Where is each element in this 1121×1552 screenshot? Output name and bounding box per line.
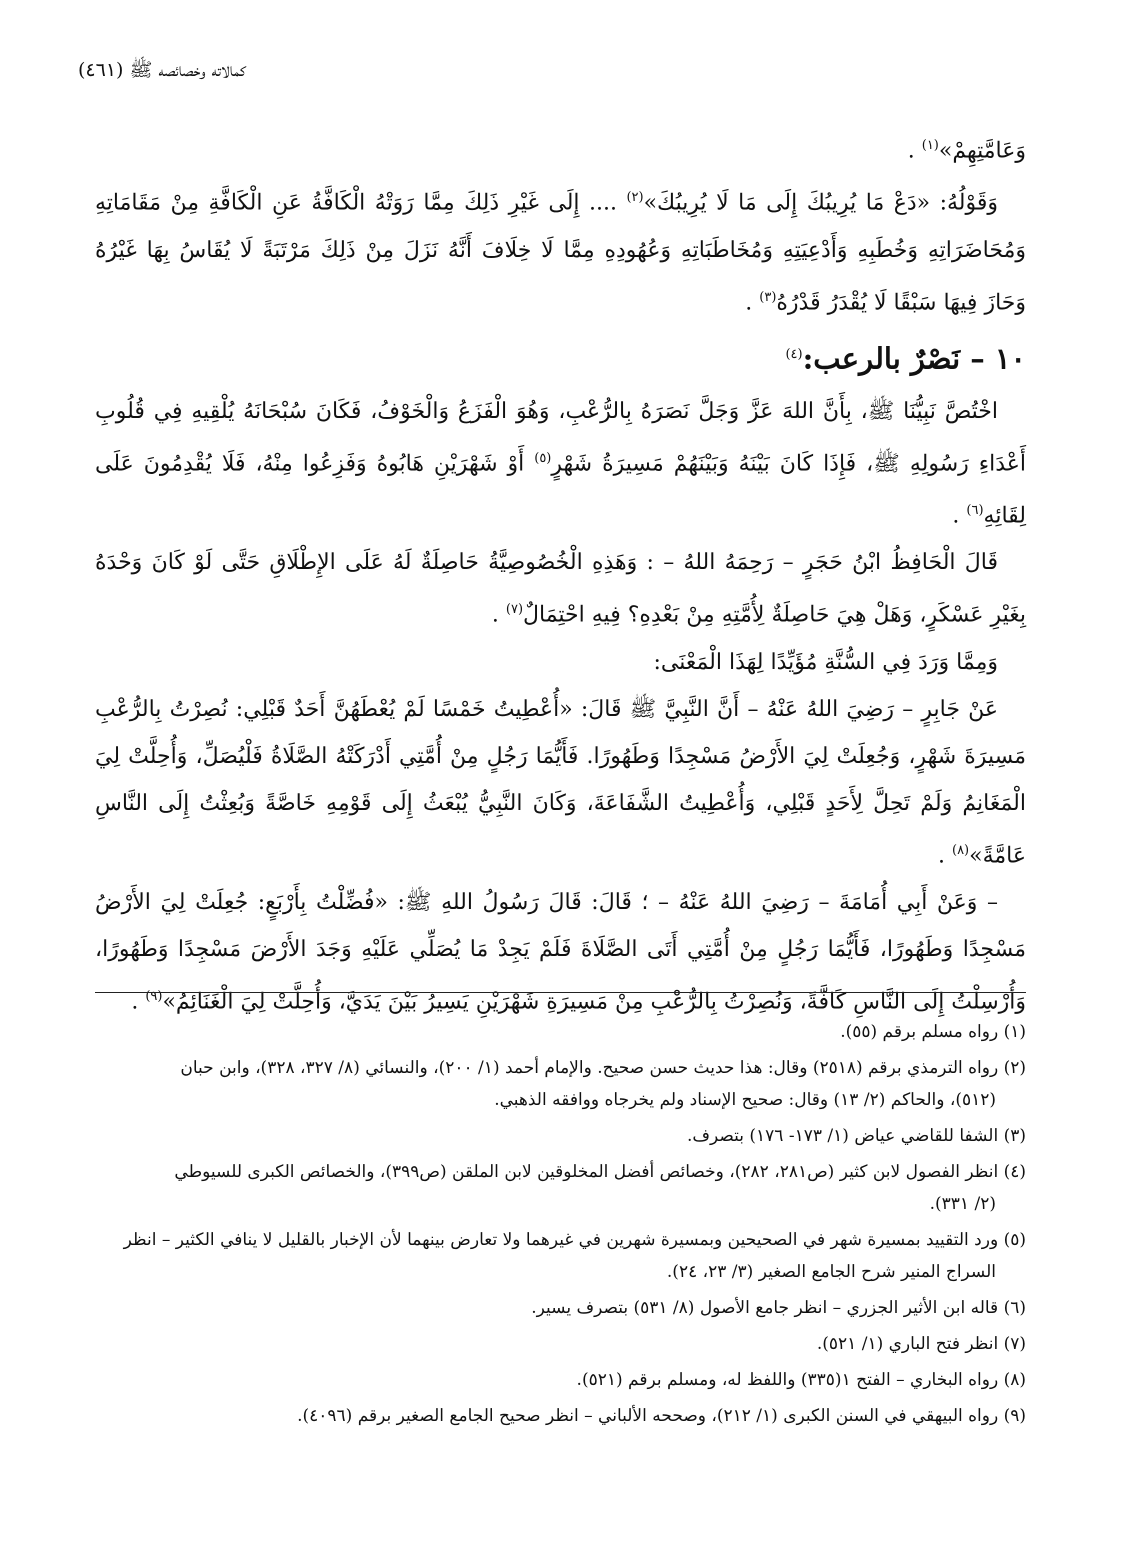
footnote-ref[interactable]: (٨) bbox=[951, 842, 970, 858]
text-span: . bbox=[745, 289, 760, 315]
footnote-ref[interactable]: (٣) bbox=[759, 289, 777, 305]
text-span: قَالَ الْحَافِظُ ابْنُ حَجَرٍ – رَحِمَهُ اللهُ – : وَهَذِهِ الْخُصُوصِيَّةُ حَاصِلَةٌ لَهُ عَلَى الإِطْلَاقِ حَتَّى لَوْ كَانَ وَحْدَهُ بِغَيْرِ عَسْكَرٍ، وَهَلْ هِيَ حَاصِلَةٌ لِأُمَّتِهِ مِنْ بَعْدِهِ؟ فِيهِ احْتِمَالٌ bbox=[95, 550, 1026, 628]
text-span: اخْتُصَّ نَبِيُّنَا ﷺ، بِأَنَّ اللهَ عَزَّ وَجَلَّ نَصَرَهُ بِالرُّعْبِ، وَهُوَ الْفَزَعُ وَالْخَوْفُ، فَكَانَ سُبْحَانَهُ يُلْقِيهِ فِي قُلُوبِ أَعْدَاءِ رَسُولِهِ ﷺ، فَإِذَا كَانَ بَيْنَهُ وَبَيْنَهُمْ مَسِيرَةُ شَهْرٍ bbox=[95, 398, 1026, 476]
paragraph bbox=[95, 388, 1026, 540]
paragraph bbox=[95, 539, 1026, 638]
text-span: – وَعَنْ أَبِي أُمَامَةَ – رَضِيَ اللهُ عَنْهُ – ؛ قَالَ: قَالَ رَسُولُ اللهِ ﷺ: «فُضِّلْتُ بِأَرْبَعٍ: جُعِلَتْ لِيَ الأَرْضُ مَسْجِدًا وَطَهُورًا، فَأَيُّمَا رَجُلٍ مِنْ أُمَّتِي أَتَى الصَّلَاةَ فَلَمْ يَجِدْ مَا يُصَلِّي عَلَيْهِ وَجَدَ الأَرْضَ مَسْجِدًا وَطَهُورًا، وَأُرْسِلْتُ إِلَى النَّاسِ كَافَّةً، وَنُصِرْتُ بِالرُّعْبِ مِنْ مَسِيرَةِ شَهْرَيْنِ يَسِيرُ بَيْنَ يَدَيَّ، وَأُحِلَّتْ لِيَ الْغَنَائِمُ» bbox=[95, 889, 1026, 1015]
text-span: أَوْ شَهْرَيْنِ هَابُوهُ وَفَزِعُوا مِنْهُ، فَلَا يُقْدِمُونَ عَلَى لِقَائِهِ bbox=[95, 450, 1026, 529]
paragraph bbox=[95, 879, 1026, 1025]
footnote bbox=[95, 1156, 1026, 1220]
text-span: عَنْ جَابِرٍ – رَضِيَ اللهُ عَنْهُ – أَنَّ النَّبِيَّ ﷺ قَالَ: «أُعْطِيتُ خَمْسًا لَمْ يُعْطَهُنَّ أَحَدٌ قَبْلِي: نُصِرْتُ بِالرُّعْبِ مَسِيرَةَ شَهْرٍ، وَجُعِلَتْ لِيَ الأَرْضُ مَسْجِدًا وَطَهُورًا. فَأَيُّمَا رَجُلٍ مِنْ أُمَّتِي أَدْرَكَتْهُ الصَّلَاةُ فَلْيُصَلِّ، وَأُحِلَّتْ لِيَ الْمَغَانِمُ وَلَمْ تَحِلَّ لِأَحَدٍ قَبْلِي، وَأُعْطِيتُ الشَّفَاعَةَ، وَكَانَ النَّبِيُّ يُبْعَثُ إِلَى قَوْمِهِ خَاصَّةً وَبُعِثْتُ إِلَى النَّاسِ عَامَّةً» bbox=[95, 696, 1026, 868]
footnote-ref[interactable]: (٤) bbox=[785, 346, 803, 362]
footnote-text: (٥) ورد التقييد بمسيرة شهر في الصحيحين وبمسيرة شهرين في غيرهما ولا تعارض بينهما لأن الإخبار بالقليل لا ينافي الكثير – انظر bbox=[123, 1230, 1026, 1250]
paragraph bbox=[95, 122, 1026, 174]
paragraph bbox=[95, 686, 1026, 879]
footnote-ref[interactable]: (٥) bbox=[534, 450, 552, 466]
footnote-ref[interactable]: (١) bbox=[921, 138, 939, 153]
text-span: . bbox=[491, 602, 506, 628]
footnote: (٦) قاله ابن الأثير الجزري – انظر جامع الأصول (٨/ ٥٣١) بتصرف يسير. bbox=[531, 1298, 1026, 1318]
heading-text: ١٠ – نَصْرٌ بالرعب: bbox=[802, 341, 1026, 376]
main-text bbox=[95, 122, 1026, 1025]
paragraph bbox=[95, 174, 1026, 326]
text-span: . bbox=[907, 138, 922, 164]
footnote-text: (٥١٢)، والحاكم (٢/ ١٣) وقال: صحيح الإسناد ولم يخرجاه ووافقه الذهبي. bbox=[494, 1090, 996, 1110]
footnote bbox=[95, 1052, 1026, 1116]
text-span: وَقَوْلُهُ: «دَعْ مَا يُرِيبُكَ إِلَى مَا لَا يُرِيبُكَ» bbox=[643, 190, 998, 216]
text-span: .... إِلَى غَيْرِ ذَلِكَ مِمَّا رَوَتْهُ الْكَافَّةُ عَنِ الْكَافَّةِ مِنْ مَقَامَاتِهِ وَمُحَاضَرَاتِهِ وَخُطَبِهِ وَأَدْعِيَتِهِ وَمُخَاطَبَاتِهِ وَعُهُودِهِ مِمَّا لَا خِلَافَ أَنَّهُ نَزَلَ مِنْ ذَلِكَ مَرْتَبَةً لَا يُقَاسُ بِهَا غَيْرُهُ وَحَازَ فِيهَا سَبْقًا لَا يُقْدَرُ قَدْرُهُ bbox=[95, 190, 1026, 315]
footnote-ref[interactable]: (٩) bbox=[145, 988, 163, 1004]
text-span: وَعَامَّتِهِمْ» bbox=[938, 138, 1026, 164]
footnote: (٣) الشفا للقاضي عياض (١/ ١٧٣- ١٧٦) بتصرف. bbox=[686, 1126, 1026, 1146]
footnote-text: (٤) انظر الفصول لابن كثير (ص٢٨١، ٢٨٢)، وخصائص أفضل المخلوقين لابن الملقن (ص٣٩٩)، والخصائص الكبرى للسيوطي bbox=[174, 1162, 1026, 1182]
footnote: (٧) انظر فتح الباري (١/ ٥٢١). bbox=[816, 1334, 1026, 1354]
footnote bbox=[95, 1224, 1026, 1288]
running-header: كمالاته وخصائصه ﷺ (٤٦١) bbox=[78, 59, 246, 81]
footnote-text: السراج المنير شرح الجامع الصغير (٣/ ٢٣، ٢٤). bbox=[666, 1262, 996, 1282]
text-span: . bbox=[937, 842, 952, 868]
footnote-divider bbox=[95, 992, 1026, 993]
paragraph: وَمِمَّا وَرَدَ فِي السُّنَّةِ مُؤَيِّدًا لِهَذَا الْمَعْنَى: bbox=[653, 649, 998, 675]
footnote-text: (٢) رواه الترمذي برقم (٢٥١٨) وقال: هذا حديث حسن صحيح. والإمام أحمد (١/ ٢٠٠)، والنسائي (٨/ ٣٢٧، ٣٢٨)، وابن حبان bbox=[180, 1058, 1026, 1078]
footnote: (٩) رواه البيهقي في السنن الكبرى (١/ ٢١٢)، وصححه الألباني – انظر صحيح الجامع الصغير برقم (٤٠٩٦). bbox=[297, 1406, 1026, 1426]
footnotes bbox=[95, 1016, 1026, 1436]
section-heading bbox=[95, 326, 1026, 388]
text-span: . bbox=[952, 503, 967, 529]
footnote-text: (٢/ ٣٣١). bbox=[929, 1194, 996, 1214]
footnote-ref[interactable]: (٧) bbox=[505, 602, 524, 618]
footnote: (٨) رواه البخاري – الفتح ١(٣٣٥) واللفظ له، ومسلم برقم (٥٢١). bbox=[576, 1370, 1026, 1390]
text-span: . bbox=[131, 989, 146, 1015]
footnote: (١) رواه مسلم برقم (٥٥). bbox=[840, 1022, 1026, 1042]
footnote-ref[interactable]: (٢) bbox=[626, 190, 644, 206]
footnote-ref[interactable]: (٦) bbox=[966, 502, 984, 518]
